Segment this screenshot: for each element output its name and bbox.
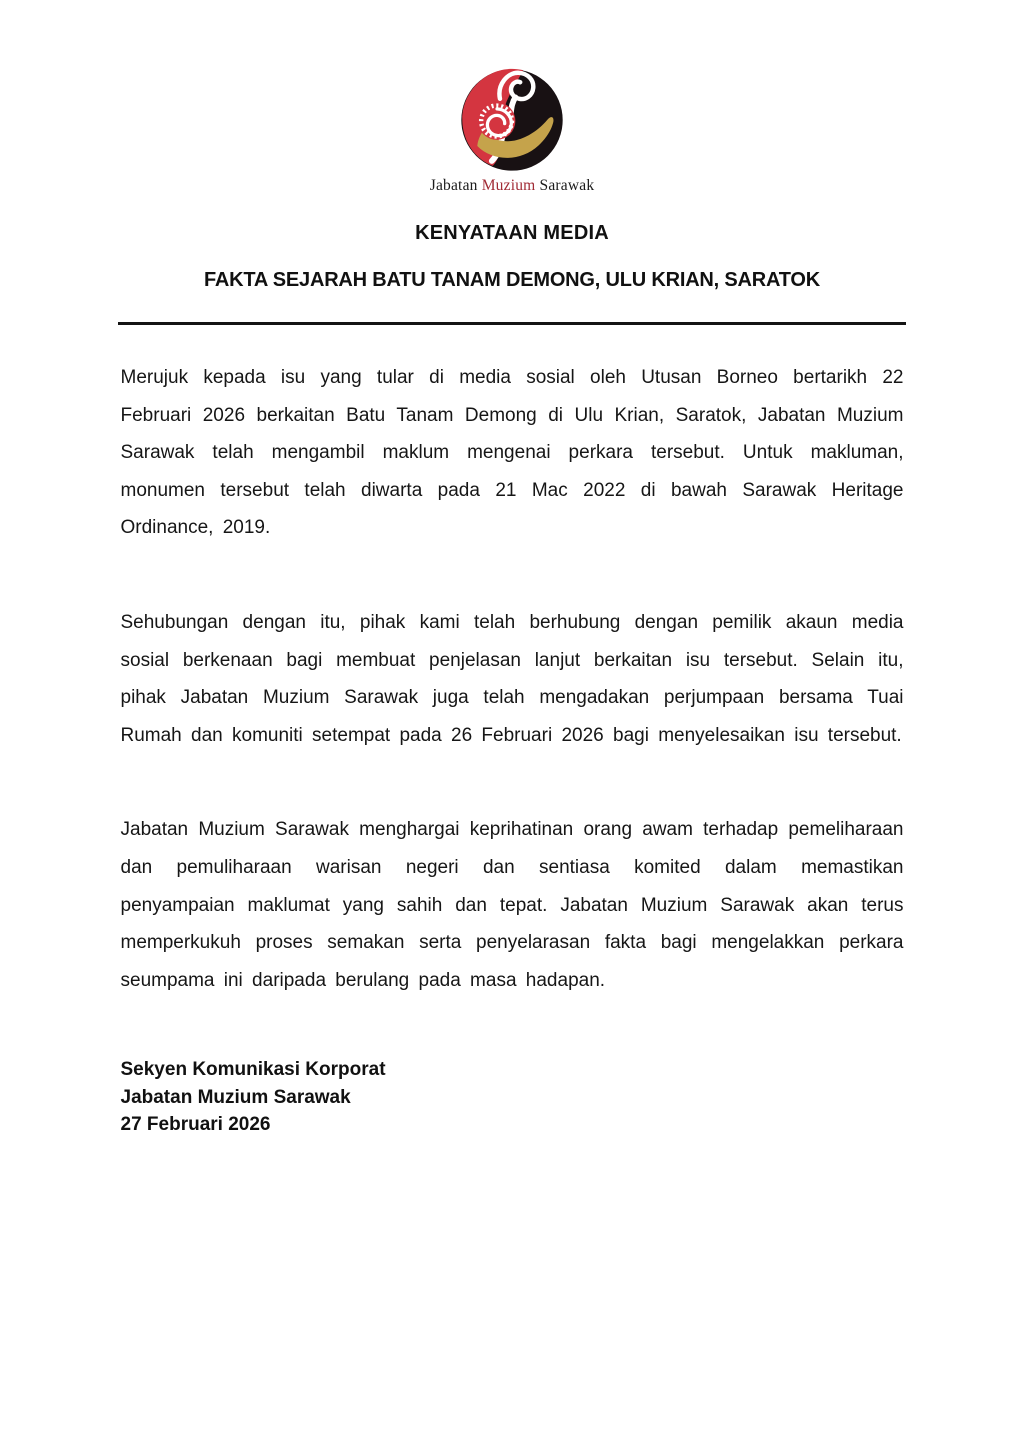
document-body bbox=[121, 359, 904, 999]
signature-block bbox=[121, 1056, 904, 1139]
signature-section-line: Sekyen Komunikasi Korporat bbox=[120, 1059, 386, 1081]
logo-caption-word-2: Muzium bbox=[481, 177, 536, 194]
body-paragraph-1: Merujuk kepada isu yang tular di media sosial oleh Utusan Borneo bertarikh 22 Februari 2026 berkaitan Batu Tanam Demong di Ulu Krian, Saratok, Jabatan Muzium Sarawak telah mengambil maklum mengenai perkara tersebut. Untuk makluman, monumen tersebut telah diwarta pada 21 Mac 2022 di bawah Sarawak Heritage Ordinance, 2019. bbox=[120, 367, 904, 539]
logo-caption-word-3: Sarawak bbox=[539, 177, 595, 194]
logo-caption-word-1: Jabatan bbox=[429, 177, 478, 194]
body-paragraph-2: Sehubungan dengan itu, pihak kami telah berhubung dengan pemilik akaun media sosial berkenaan bagi membuat penjelasan lanjut berkaitan isu tersebut. Selain itu, pihak Jabatan Muzium Sarawak juga telah mengadakan perjumpaan bersama Tuai Rumah dan komuniti setempat pada 26 Februari 2026 bagi menyelesaikan isu tersebut. bbox=[120, 611, 904, 746]
document-type-title: KENYATAAN MEDIA bbox=[415, 222, 609, 244]
jabatan-muzium-sarawak-logo-icon bbox=[459, 67, 565, 173]
body-paragraph-3: Jabatan Muzium Sarawak menghargai keprihatinan orang awam terhadap pemeliharaan dan pemuliharaan warisan negeri dan sentiasa komited dalam memastikan penyampaian maklumat yang sahih dan tepat. Jabatan Muzium Sarawak akan terus memperkukuh proses semakan serta penyelarasan fakta bagi mengelakkan perkara seumpama ini daripada berulang pada masa hadapan. bbox=[120, 819, 904, 991]
letterhead bbox=[0, 0, 1024, 195]
logo-caption bbox=[0, 177, 1024, 195]
document-subject-title: FAKTA SEJARAH BATU TANAM DEMONG, ULU KRIAN, SARATOK bbox=[203, 269, 821, 291]
signature-date-line: 27 Februari 2026 bbox=[120, 1114, 271, 1136]
title-divider bbox=[118, 322, 906, 325]
signature-department-line: Jabatan Muzium Sarawak bbox=[120, 1086, 351, 1108]
